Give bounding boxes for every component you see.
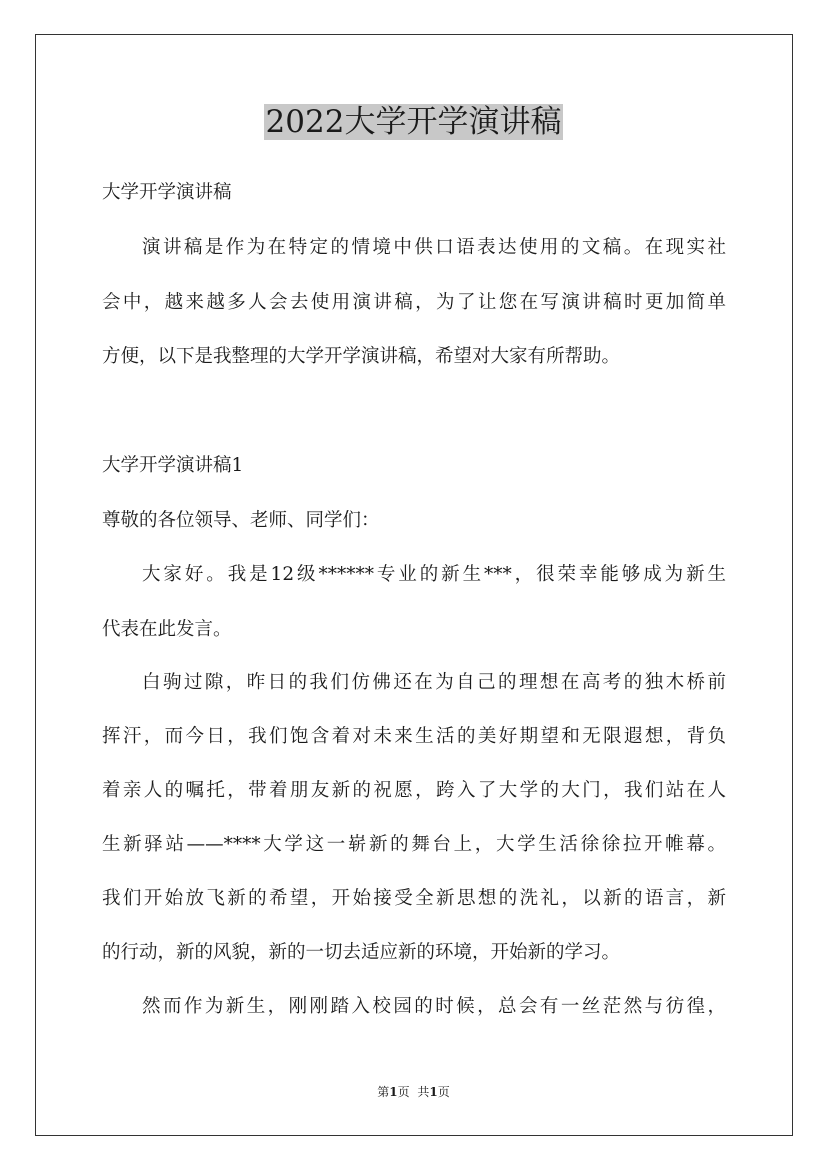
- footer-page-prefix: 第: [377, 1085, 390, 1099]
- footer-page-suffix: 页: [397, 1085, 410, 1099]
- paragraph2-line-4: 生新驿站——****大学这一崭新的舞台上，大学生活徐徐拉开帷幕。: [102, 834, 726, 855]
- footer-total-number: 1: [429, 1085, 438, 1099]
- page-footer: [0, 1084, 827, 1100]
- document-title-text: 2022大学开学演讲稿: [265, 104, 562, 140]
- paragraph2-line-2: 挥汗，而今日，我们饱含着对未来生活的美好期望和无限遐想，背负: [102, 726, 726, 747]
- intro-line-2: 会中，越来越多人会去使用演讲稿，为了让您在写演讲稿时更加简单: [102, 292, 726, 313]
- paragraph1-line-2: 代表在此发言。: [102, 619, 232, 640]
- salutation: 尊敬的各位领导、老师、同学们：: [102, 510, 380, 531]
- footer-total-suffix: 页: [437, 1085, 450, 1099]
- paragraph2-line-5: 我们开始放飞新的希望，开始接受全新思想的洗礼，以新的语言，新: [102, 888, 726, 909]
- paragraph2-line-6: 的行动，新的风貌，新的一切去适应新的环境，开始新的学习。: [102, 942, 621, 963]
- paragraph3-line-1: 然而作为新生，刚刚踏入校园的时候，总会有一丝茫然与彷徨，: [142, 996, 726, 1017]
- paragraph2-line-3: 着亲人的嘱托，带着朋友新的祝愿，跨入了大学的大门，我们站在人: [102, 780, 726, 801]
- footer-total-prefix: 共: [417, 1085, 430, 1099]
- document-subtitle: 大学开学演讲稿: [102, 182, 232, 203]
- paragraph2-line-1: 白驹过隙，昨日的我们仿佛还在为自己的理想在高考的独木桥前: [142, 672, 726, 693]
- paragraph1-line-1: 大家好。我是12级******专业的新生***，很荣幸能够成为新生: [142, 564, 726, 585]
- document-title: [0, 100, 827, 144]
- intro-line-3: 方便，以下是我整理的大学开学演讲稿，希望对大家有所帮助。: [102, 346, 621, 367]
- footer-page-number: 1: [389, 1085, 398, 1099]
- intro-line-1: 演讲稿是作为在特定的情境中供口语表达使用的文稿。在现实社: [142, 237, 726, 258]
- section-heading: 大学开学演讲稿1: [102, 455, 244, 476]
